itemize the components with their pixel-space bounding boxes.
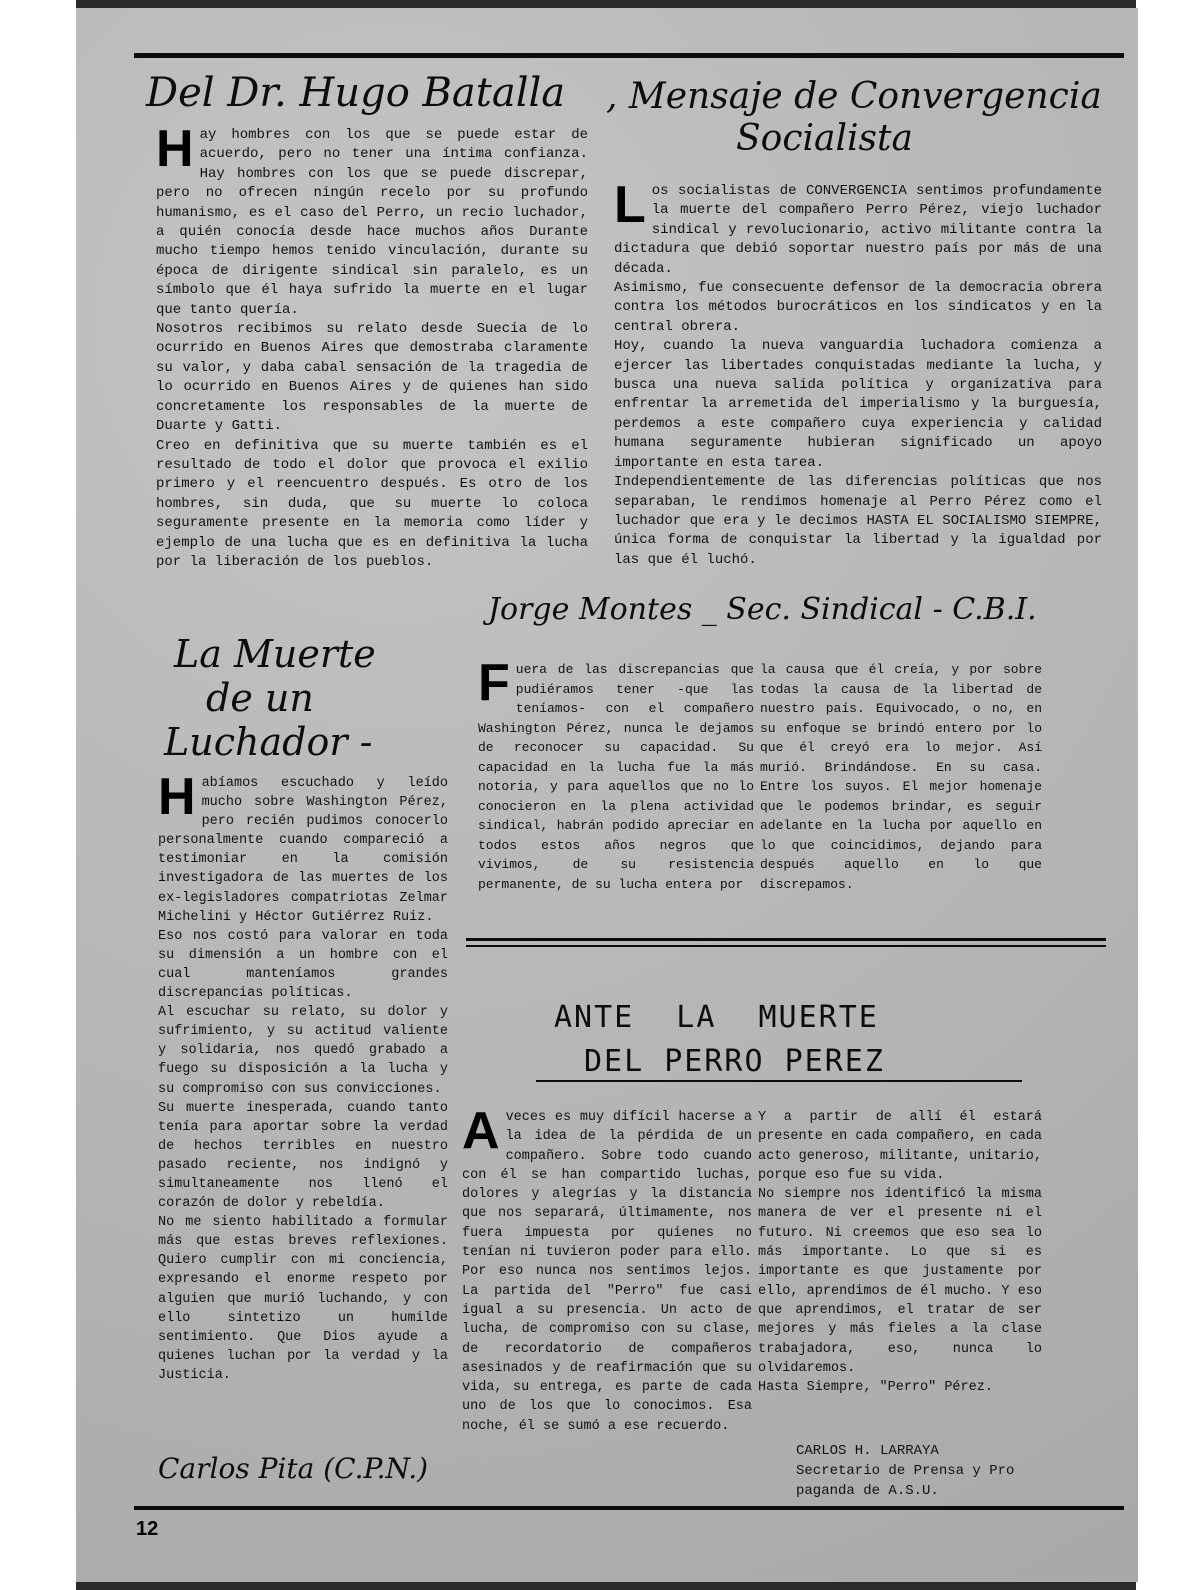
article5-title-line2: DEL PERRO PEREZ [584,1044,885,1079]
section-rule [466,938,1106,941]
article1-paragraph: Nosotros recibimos su relato desde Suecia de lo ocurrido en Buenos Aires que demostraba claramente su valor, y daba cabal sensación de la tragedia de lo ocurrido en Buenos Aires y de quienes han sido concretamente los responsables de la muerte de Duarte y Gatti. [156,321,588,435]
article5-col2-paragraph: No siempre nos identificó la misma manera de ver el presente ni el futuro. Ni creemos que eso sea lo más importante. Lo que si es importante es que justamente por ello, aprendimos de él mucho. Y eso que aprendimos, el tratar de ser mejores y más fieles a la clase trabajadora, eso, nunca lo olvidaremos. [758,1187,1042,1376]
article4-title-line2: de un [206,676,314,720]
bottom-rule [134,1506,1124,1510]
article4-body [158,768,448,1385]
page-number: 12 [136,1518,159,1540]
article5-col2-paragraph: Y a partir de allí él estará presente en cada compañero, en cada acto generoso, militante, unitario, porque eso fue su vida. [758,1110,1042,1183]
top-rule [134,53,1124,58]
article1-paragraph: Creo en definitiva que su muerte también es el resultado de todo el dolor que provoca el exilio primero y el reencuentro después. Es otro de los hombres, sin duda, que su muerte lo coloca seguramente presente en la memoria como líder y ejemplo de una lucha que es en definitiva la lucha por la liberación de los pueblos. [156,437,588,570]
article4-paragraph: Su muerte inesperada, cuando tanto tenía para aportar sobre la verdad de hechos terribles en nuestro pasado reciente, nos indignó y simultaneamente nos llenó el corazón de dolor y rebeldía. [158,1100,448,1212]
article4-title-line1: La Muerte [174,632,376,676]
article4-paragraph: abíamos escuchado y leído mucho sobre Washington Pérez, pero recién pudimos conocerlo personalmente cuando compareció a testimoniar en la comisión investigadora de las muertes de los ex-legisladores compatriotas Zelmar Michelini y Héctor Gutiérrez Ruiz. [158,776,448,925]
article4-paragraph: Eso nos costó para valorar en toda su dimensión a un hombre con el cual manteníamos grandes discrepancias políticas. [158,928,448,1002]
article1-body [156,120,588,572]
article4-drop-cap: H [158,768,196,826]
section-rule [466,945,1106,947]
article4-title-line3: Luchador - [164,720,373,764]
article5-col1-text: veces es muy difícil hacerse a la idea de la pérdida de un compañero. Sobre todo cuando con él se han compartido luchas, dolores y alegrías y la distancia que nos separará, últimamente, nos fuera impuesta por quienes no tenían ni tuvieron poder para ello. Por eso nunca nos sentimos lejos. La partida del "Perro" fue casi igual a su presencia. Un acto de lucha, de compromiso con su clase, de recordatorio de compañeros asesinados y de reafirmación que su vida, su entrega, es parte de cada uno de los que lo conocimos. Esa noche, él se sumó a ese recuerdo. [462,1110,752,1434]
article3-col2 [760,660,1042,894]
article2-paragraph: Asimismo, fue consecuente defensor de la democracia obrera contra los métodos burocráticos en los sindicatos y en la central obrera. [614,280,1102,335]
article5-col2 [758,1108,1042,1397]
article5-col1 [462,1102,752,1436]
article2-body [614,176,1102,570]
article4-paragraph: Al escuchar su relato, su dolor y sufrimiento, y su actitud valiente y solidaria, nos quedó grabado a fuego su disposición a la lucha y su compromiso con sus convicciones. [158,1005,448,1097]
article5-col2-paragraph: Hasta Siempre, "Perro" Pérez. [758,1380,993,1396]
scan-right-margin [1136,0,1182,1590]
newspaper-page [76,8,1138,1582]
article5-drop-cap: A [462,1102,500,1160]
scan-left-margin [0,0,76,1590]
article5-signature-name: CARLOS H. LARRAYA [796,1443,939,1459]
article3-col1 [478,654,754,894]
article2-drop-cap: L [614,176,646,234]
article3-drop-cap: F [478,654,510,712]
article2-title-line1: , Mensaje de Convergencia [606,76,1102,117]
article5-signature-title: paganda de A.S.U. [796,1483,939,1499]
article3-col2-text: la causa que él creía, y por sobre todas la causa de la libertad de nuestro país. Equivocado, o no, en su enfoque se brindó entero por lo que él creyó era lo mejor. Así murió. Brindándose. En su casa. Entre los suyos. El mejor homenaje que le podemos brindar, es seguir adelante en la lucha por aquello en lo que coincidimos, dejando para después aquello en lo que discrepamos. [760,662,1042,892]
article2-paragraph: Independientemente de las diferencias políticas que nos separaban, le rendimos homenaje al Perro Pérez como el luchador que era y le decimos HASTA EL SOCIALISMO SIEMPRE, única forma de conquistar la libertad y la igualdad por las que él luchó. [614,474,1102,568]
article1-title: Del Dr. Hugo Batalla [146,70,566,116]
article3-byline: Jorge Montes _ Sec. Sindical - C.B.I. [488,592,1037,627]
article5-title-line1: ANTE LA MUERTE [554,1000,879,1035]
article2-paragraph: os socialistas de CONVERGENCIA sentimos profundamente la muerte del compañero Perro Pérez, viejo luchador sindical y revolucionario, activo militante contra la dictadura que debió soportar nuestro país por más de una década. [614,183,1102,277]
article4-paragraph: No me siento habilitado a formular más que estas breves reflexiones. Quiero cumplir con mi conciencia, expresando el enorme respeto por alguien que murió luchando, y con ello sintetizo un humilde sentimiento. Que Dios ayude a quienes luchan por la verdad y la Justicia. [158,1215,448,1383]
article4-signature: Carlos Pita (C.P.N.) [158,1452,429,1485]
article5-signature-title: Secretario de Prensa y Pro [796,1463,1015,1479]
article5-title-underline [536,1080,1022,1082]
article3-col1-text: uera de las discrepancias que pudiéramos tener -que las teníamos- con el compañero Washington Pérez, nunca le dejamos de reconocer su capacidad. Su capacidad en la lucha fue la más notoria, y para aquellos que no lo conocieron en la plena actividad sindical, habrán podido apreciar en todos estos años negros que vivimos, de su resistencia permanente, de su lucha entera por [478,662,754,892]
article1-drop-cap: H [156,120,194,178]
article1-paragraph: ay hombres con los que se puede estar de acuerdo, pero no tener una íntima confianza. Hay hombres con los que se puede discrepar, pero no ofrecen ningún recelo por su profundo humanismo, es el caso del Perro, un recio luchador, a quién conocía desde hace muchos años Durante mucho tiempo hemos tenido vinculación, durante su época de dirigente sindical sin paralelo, es un símbolo que él haya sufrido la muerte en el lugar que tanto quería. [156,127,588,318]
article2-title-line2: Socialista [736,118,913,159]
article2-paragraph: Hoy, cuando la nueva vanguardia luchadora comienza a ejercer las libertades conquistadas mediante la lucha, y busca una nueva salida política y organizativa para enfrentar la arremetida del imperialismo y la burguesía, perdemos a este compañero cuya experiencia y calidad humana seguramente hubieran significado un apoyo importante en esta tarea. [614,338,1102,471]
